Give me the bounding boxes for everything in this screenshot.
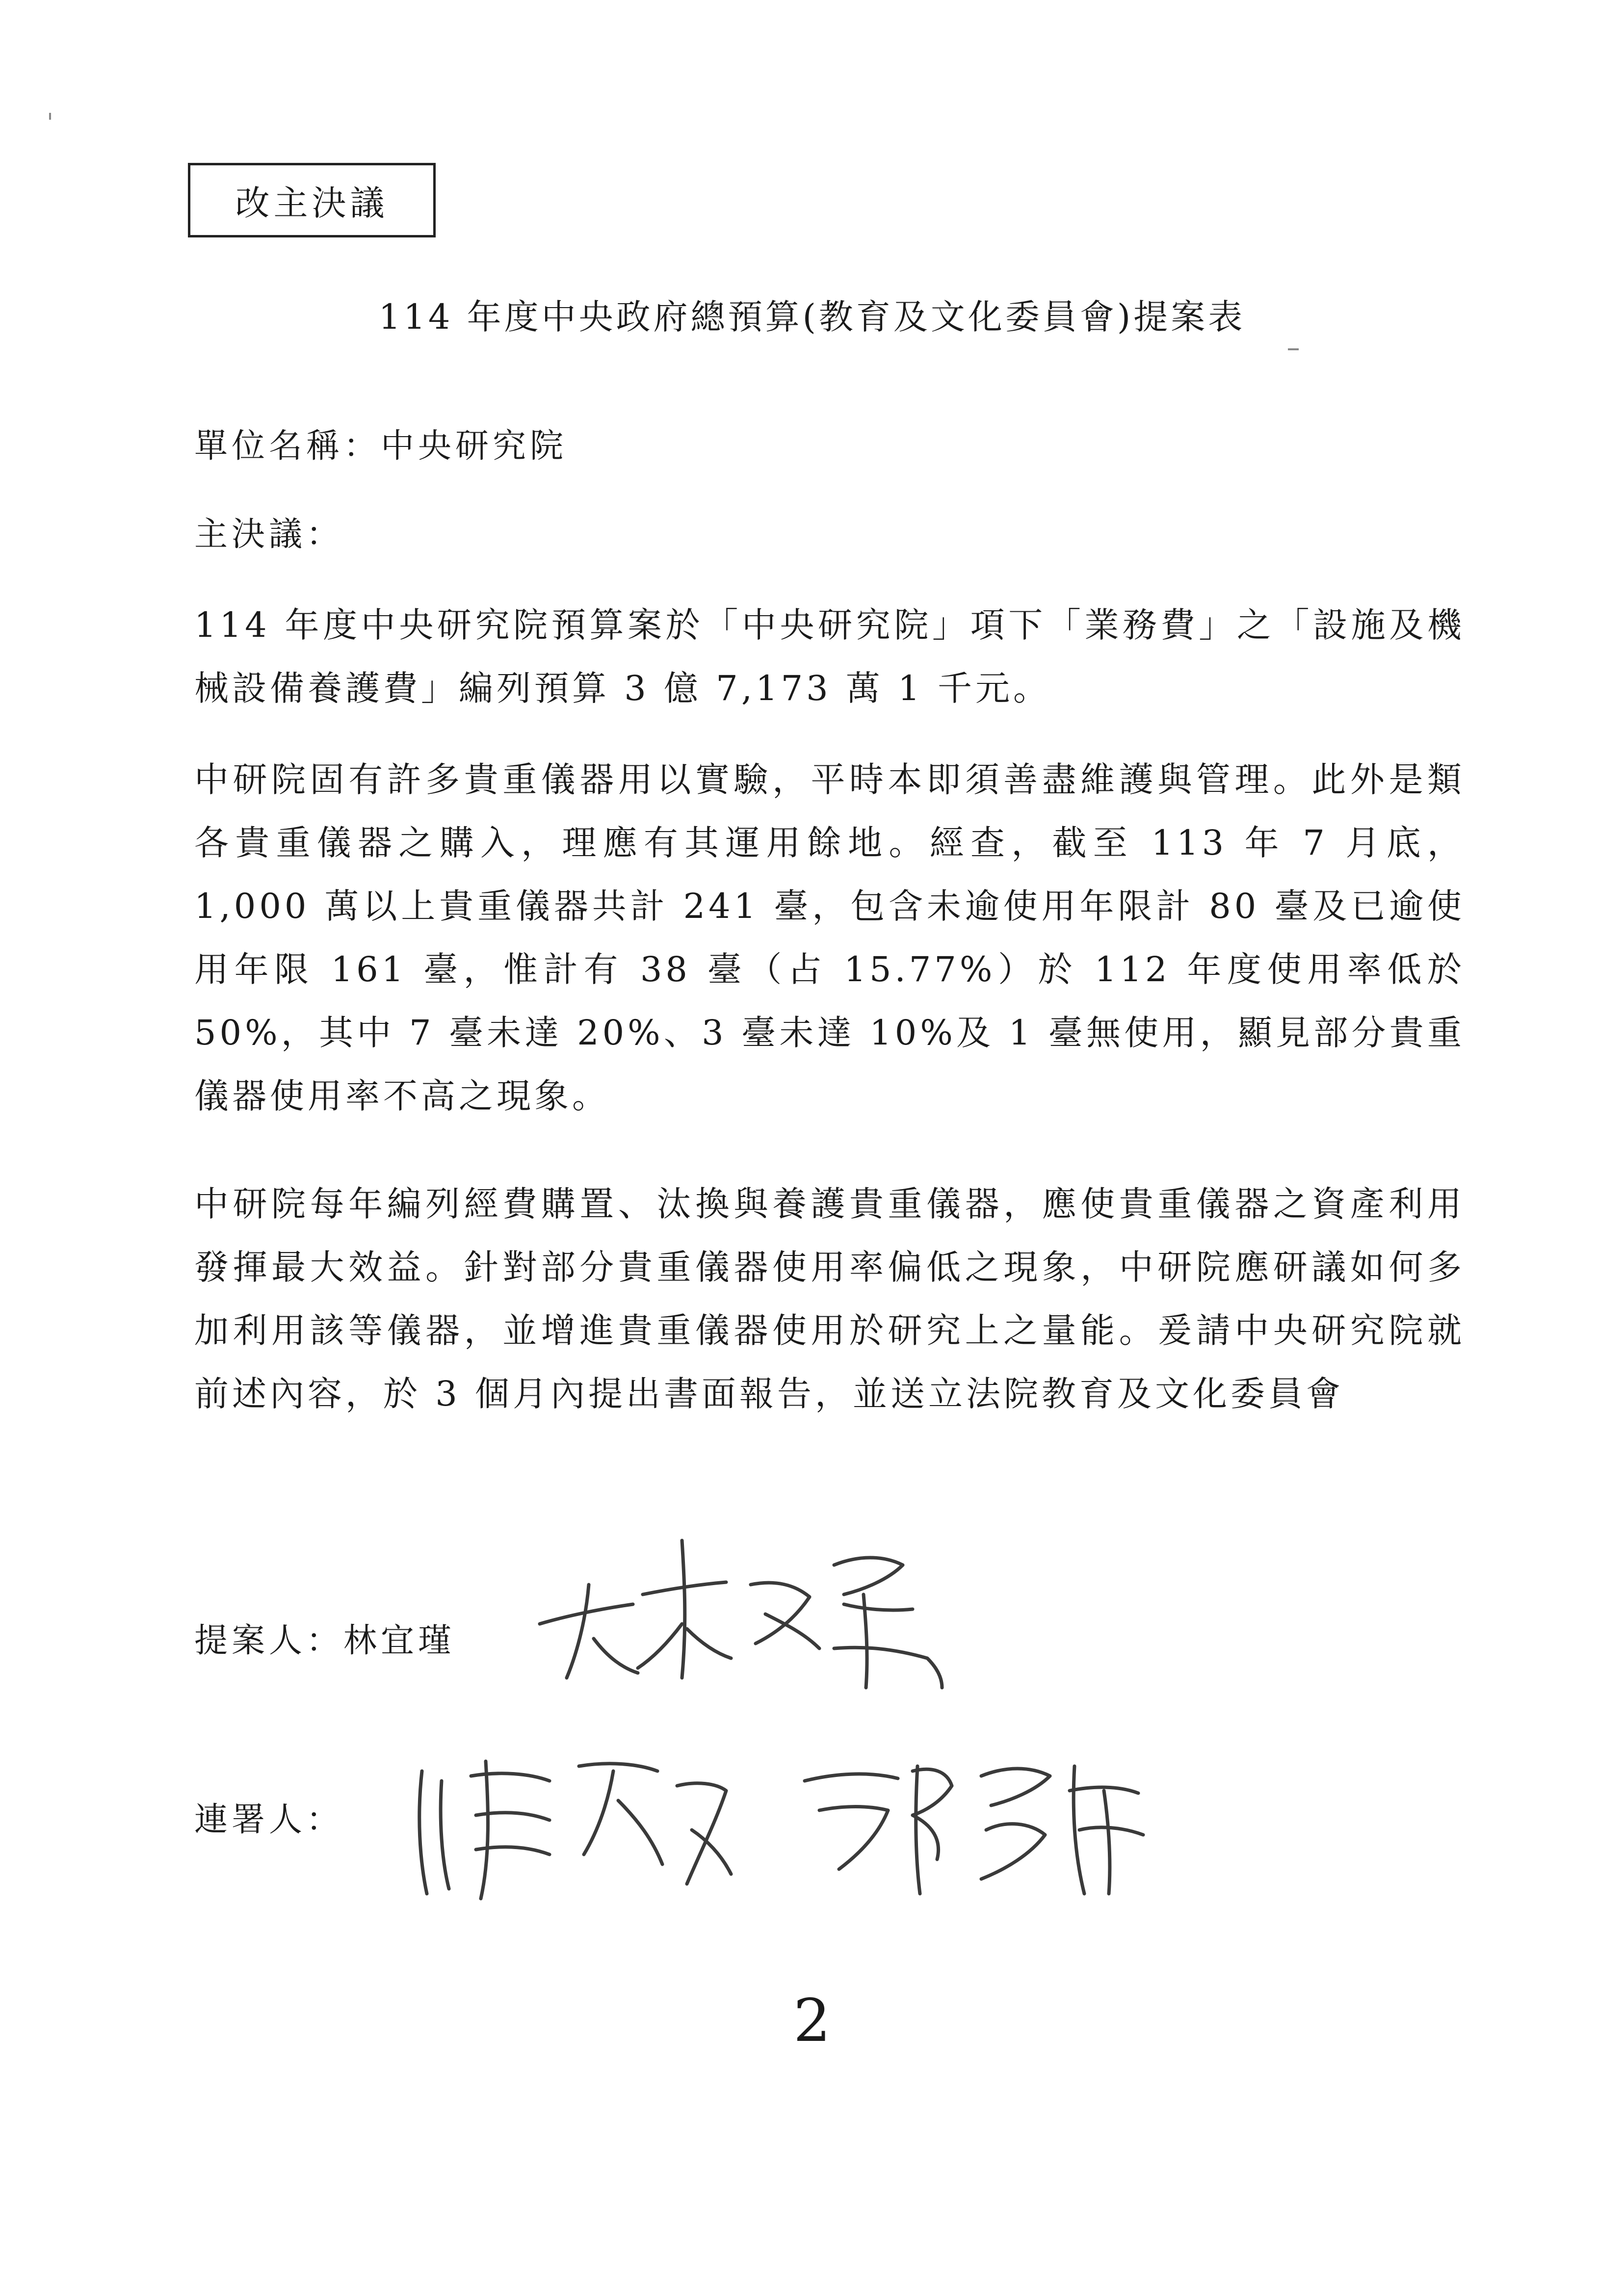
scan-speck: [49, 113, 51, 120]
proposer-label: 提案人：林宜瑾: [194, 1621, 456, 1660]
stamp-text: 改主決議: [235, 183, 389, 223]
paragraph-budget: 114 年度中央研究院預算案於「中央研究院」項下「業務費」之「設施及機械設備養護費」編列預算 3 億 7,173 萬 1 千元。: [194, 605, 1465, 708]
document-title: 114 年度中央政府總預算(教育及文化委員會)提案表: [378, 297, 1246, 337]
cosigner-1-signature: [402, 1742, 746, 1908]
resolution-type-stamp: [188, 163, 436, 237]
proposer-signature: [520, 1511, 971, 1707]
page-number: 2: [793, 1987, 831, 2055]
cosigner-2-signature: [785, 1737, 1158, 1904]
paragraph-findings: 中研院固有許多貴重儀器用以實驗，平時本即須善盡維護與管理。此外是類各貴重儀器之購入，理應有其運用餘地。經查，截至 113 年 7 月底，1,000 萬以上貴重儀器共計 241 臺，包含未逾使用年限計 80 臺及已逾使用年限 161 臺，惟計有 38 臺（占 15.77%）於 112 年度使用率低於 50%，其中 7 臺未達 20%、3 臺未達 10%及 1 臺無使用，顯見部分貴重儀器使用率不高之現象。: [194, 759, 1465, 1116]
resolution-label: 主決議：: [194, 515, 344, 554]
cosigner-label: 連署人：: [194, 1800, 344, 1839]
scan-speck: [1288, 348, 1299, 350]
unit-name-line: 單位名稱：中央研究院: [194, 427, 568, 466]
paragraph-request: 中研院每年編列經費購置、汰換與養護貴重儀器，應使貴重儀器之資產利用發揮最大效益。針對部分貴重儀器使用率偏低之現象，中研院應研議如何多加利用該等儀器，並增進貴重儀器使用於研究上之量能。爰請中央研究院就前述內容，於 3 個月內提出書面報告，並送立法院教育及文化委員會: [194, 1184, 1465, 1414]
